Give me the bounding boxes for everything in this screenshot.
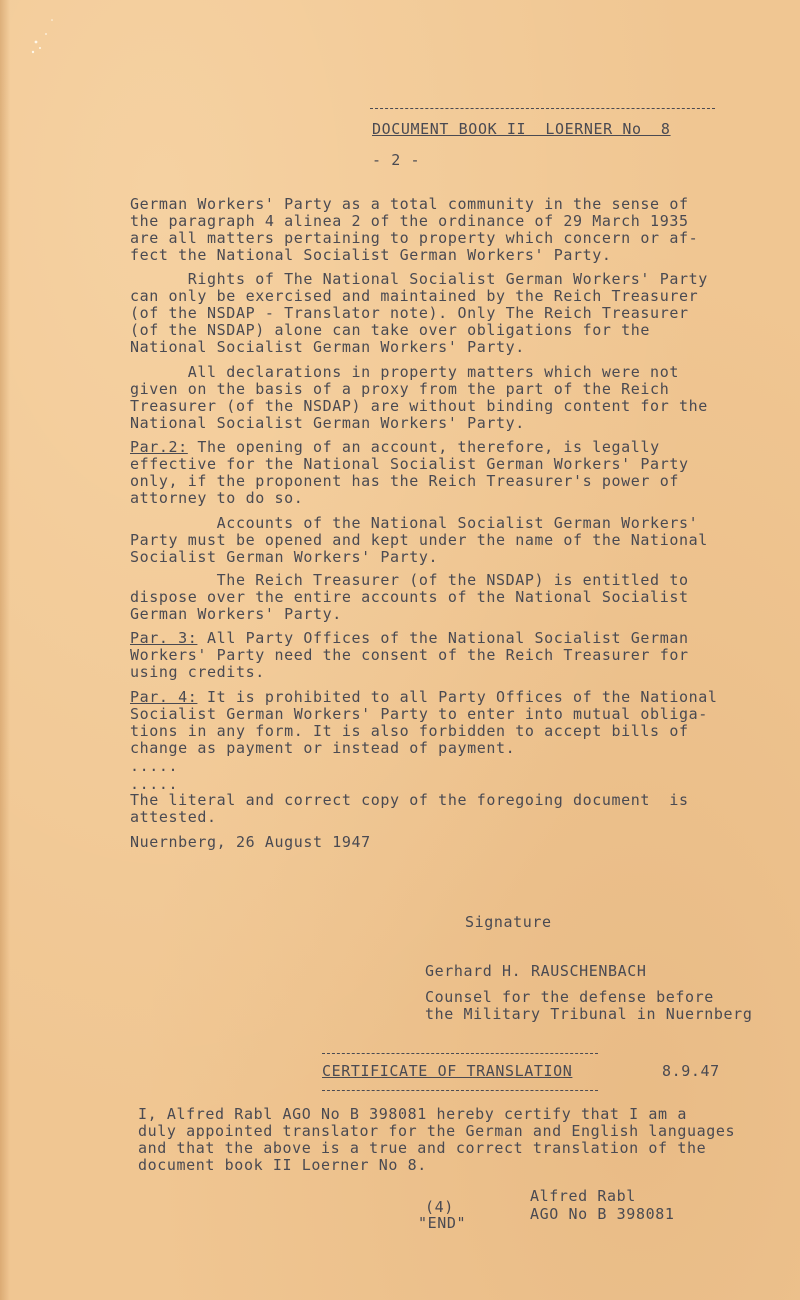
body-line: National Socialist German Workers' Party. — [130, 414, 525, 432]
body-line: The opening of an account, therefore, is legally — [187, 438, 660, 456]
par2-block — [130, 438, 660, 456]
page-marker: (4) — [425, 1198, 454, 1216]
certificate-bottom-rule — [322, 1090, 598, 1091]
translator-name: Alfred Rabl — [530, 1187, 636, 1205]
body-line: effective for the National Socialist German Workers' Party — [130, 455, 689, 473]
signature-label: Signature — [465, 913, 552, 931]
paper-specks — [28, 12, 58, 62]
body-line: Workers' Party need the consent of the Reich Treasurer for — [130, 646, 689, 664]
body-line: Party must be opened and kept under the name of the National — [130, 531, 708, 549]
ellipsis-marker: ..... — [130, 775, 179, 793]
end-marker: "END" — [418, 1214, 467, 1232]
body-line: only, if the proponent has the Reich Treasurer's power of — [130, 472, 679, 490]
par4-label: Par. 4: — [130, 688, 198, 706]
certificate-line: document book II Loerner No 8. — [138, 1156, 427, 1174]
body-line: (of the NSDAP - Translator note). Only The Reich Treasurer — [130, 304, 689, 322]
body-line: German Workers' Party as a total community in the sense of — [130, 195, 689, 213]
par2-label: Par.2: — [130, 438, 188, 456]
body-line: using credits. — [130, 663, 265, 681]
body-line: attorney to do so. — [130, 489, 304, 507]
counsel-role: Counsel for the defense before — [425, 988, 714, 1006]
body-line: are all matters pertaining to property which concern or af- — [130, 229, 699, 247]
certificate-line: and that the above is a true and correct translation of the — [138, 1139, 707, 1157]
attestation-line: The literal and correct copy of the foregoing document is — [130, 791, 689, 809]
certificate-title: CERTIFICATE OF TRANSLATION — [322, 1062, 573, 1080]
document-reference: DOCUMENT BOOK II LOERNER No 8 — [372, 120, 671, 138]
body-line: Socialist German Workers' Party to enter into mutual obliga- — [130, 705, 708, 723]
body-line: dispose over the entire accounts of the National Socialist — [130, 588, 689, 606]
body-line: National Socialist German Workers' Party. — [130, 338, 525, 356]
header-top-rule — [370, 108, 715, 109]
par4-block — [130, 688, 717, 706]
certificate-date: 8.9.47 — [662, 1062, 720, 1080]
body-line: (of the NSDAP) alone can take over obligations for the — [130, 321, 651, 339]
par3-block — [130, 629, 689, 647]
counsel-role: the Military Tribunal in Nuernberg — [425, 1005, 753, 1023]
body-line: Treasurer (of the NSDAP) are without binding content for the — [130, 397, 708, 415]
body-line: German Workers' Party. — [130, 605, 342, 623]
place-date: Nuernberg, 26 August 1947 — [130, 833, 371, 851]
body-line: All declarations in property matters which were not — [130, 363, 679, 381]
body-line: Socialist German Workers' Party. — [130, 548, 439, 566]
body-line: It is prohibited to all Party Offices of the National — [197, 688, 718, 706]
attestation-line: attested. — [130, 808, 217, 826]
page-edge-shadow — [0, 0, 10, 1300]
body-line: the paragraph 4 alinea 2 of the ordinance of 29 March 1935 — [130, 212, 689, 230]
body-line: fect the National Socialist German Workers' Party. — [130, 246, 612, 264]
par3-label: Par. 3: — [130, 629, 198, 647]
body-line: All Party Offices of the National Socialist German — [197, 629, 689, 647]
body-line: change as payment or instead of payment. — [130, 739, 516, 757]
body-line: tions in any form. It is also forbidden to accept bills of — [130, 722, 689, 740]
body-line: Rights of The National Socialist German Workers' Party — [130, 270, 708, 288]
certificate-line: duly appointed translator for the German and English languages — [138, 1122, 736, 1140]
page-number: - 2 - — [372, 151, 421, 169]
body-line: The Reich Treasurer (of the NSDAP) is entitled to — [130, 571, 689, 589]
body-line: given on the basis of a proxy from the part of the Reich — [130, 380, 670, 398]
translator-ago: AGO No B 398081 — [530, 1205, 675, 1223]
counsel-name: Gerhard H. RAUSCHENBACH — [425, 962, 647, 980]
body-line: Accounts of the National Socialist German Workers' — [130, 514, 699, 532]
ellipsis-marker: ..... — [130, 757, 179, 775]
body-line: can only be exercised and maintained by the Reich Treasurer — [130, 287, 699, 305]
certificate-line: I, Alfred Rabl AGO No B 398081 hereby certify that I am a — [138, 1105, 687, 1123]
certificate-top-rule — [322, 1053, 598, 1054]
